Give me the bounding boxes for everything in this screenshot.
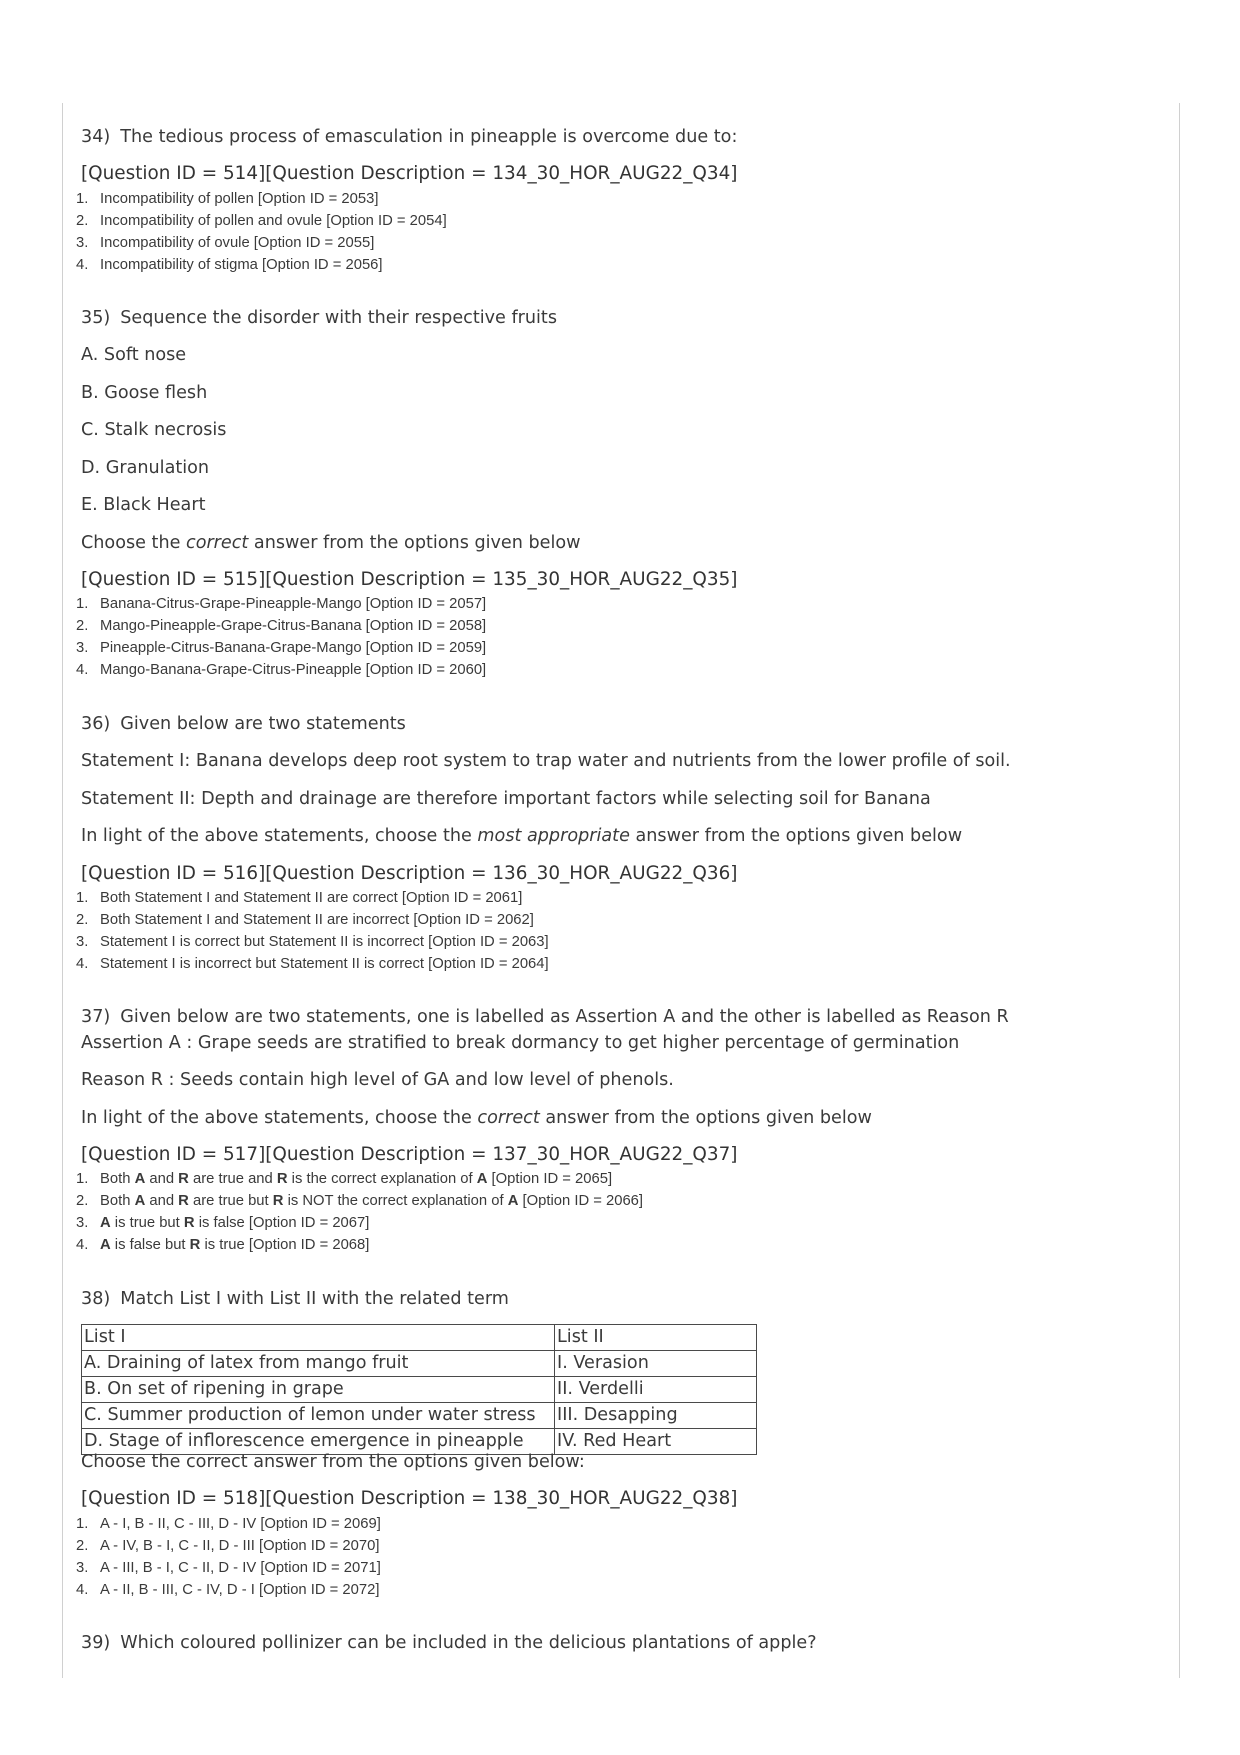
table-cell: IV. Red Heart	[555, 1429, 757, 1455]
question-37-assertion: Assertion A : Grape seeds are stratified to break dormancy to get higher percentage of germination	[81, 1033, 960, 1053]
table-cell: D. Stage of inflorescence emergence in pineapple	[82, 1429, 555, 1455]
question-37-options	[76, 1168, 643, 1256]
question-35-stem: 35) Sequence the disorder with their respective fruits	[81, 308, 557, 328]
option: 1. A - I, B - II, C - III, D - IV [Option ID = 2069]	[76, 1516, 381, 1532]
table-header-row	[82, 1325, 757, 1351]
table-cell: C. Summer production of lemon under water stress	[82, 1403, 555, 1429]
question-37-instruction: In light of the above statements, choose the correct answer from the options given below	[81, 1108, 872, 1128]
question-34-id: [Question ID = 514][Question Description = 134_30_HOR_AUG22_Q34]	[81, 163, 738, 184]
right-page-rule	[1179, 103, 1180, 1678]
question-35-options	[76, 593, 486, 681]
option: 2. Both Statement I and Statement II are incorrect [Option ID = 2062]	[76, 912, 534, 928]
question-34-options	[76, 188, 447, 276]
table-row	[82, 1377, 757, 1403]
table-cell: B. On set of ripening in grape	[82, 1377, 555, 1403]
question-35-item-a: A. Soft nose	[81, 345, 187, 365]
option: 1. Both A and R are true and R is the correct explanation of A [Option ID = 2065]	[76, 1171, 613, 1187]
question-34-stem: 34) The tedious process of emasculation in pineapple is overcome due to:	[81, 127, 738, 147]
option: 4. Statement I is incorrect but Statement II is correct [Option ID = 2064]	[76, 956, 549, 972]
question-35-item-d: D. Granulation	[81, 458, 210, 478]
question-37-stem: 37) Given below are two statements, one is labelled as Assertion A and the other is labelled as Reason R	[81, 1007, 1009, 1027]
option: 4. Mango-Banana-Grape-Citrus-Pineapple [Option ID = 2060]	[76, 662, 487, 678]
option: 2. Incompatibility of pollen and ovule [Option ID = 2054]	[76, 213, 447, 229]
table-header-list-2: List II	[555, 1325, 757, 1351]
option: 1. Banana-Citrus-Grape-Pineapple-Mango [Option ID = 2057]	[76, 596, 487, 612]
question-35-item-c: C. Stalk necrosis	[81, 420, 227, 440]
option: 1. Both Statement I and Statement II are correct [Option ID = 2061]	[76, 890, 523, 906]
question-39-stem: 39) Which coloured pollinizer can be included in the delicious plantations of apple?	[81, 1633, 817, 1653]
table-cell: III. Desapping	[555, 1403, 757, 1429]
question-36-stem: 36) Given below are two statements	[81, 714, 406, 734]
question-36-instruction: In light of the above statements, choose the most appropriate answer from the options given below	[81, 826, 963, 846]
question-35-instruction: Choose the correct answer from the options given below	[81, 533, 581, 553]
table-cell: I. Verasion	[555, 1351, 757, 1377]
left-page-rule	[62, 103, 63, 1678]
question-38-instruction: Choose the correct answer from the options given below:	[81, 1452, 585, 1472]
option: 4. Incompatibility of stigma [Option ID = 2056]	[76, 257, 383, 273]
question-36-id: [Question ID = 516][Question Description = 136_30_HOR_AUG22_Q36]	[81, 863, 738, 884]
table-row	[82, 1351, 757, 1377]
option: 1. Incompatibility of pollen [Option ID = 2053]	[76, 191, 379, 207]
table-cell: II. Verdelli	[555, 1377, 757, 1403]
option: 3. A is true but R is false [Option ID = 2067]	[76, 1215, 370, 1231]
option: 3. Incompatibility of ovule [Option ID = 2055]	[76, 235, 375, 251]
option: 3. A - III, B - I, C - II, D - IV [Option ID = 2071]	[76, 1560, 381, 1576]
option: 4. A - II, B - III, C - IV, D - I [Option ID = 2072]	[76, 1582, 380, 1598]
option: 2. A - IV, B - I, C - II, D - III [Option ID = 2070]	[76, 1538, 380, 1554]
question-36-options	[76, 887, 549, 975]
table-row	[82, 1403, 757, 1429]
question-37-reason: Reason R : Seeds contain high level of GA and low level of phenols.	[81, 1070, 674, 1090]
question-35-item-e: E. Black Heart	[81, 495, 206, 515]
question-36-statement-2: Statement II: Depth and drainage are therefore important factors while selecting soil for Banana	[81, 789, 931, 809]
question-36-statement-1: Statement I: Banana develops deep root system to trap water and nutrients from the lower profile of soil.	[81, 751, 1011, 771]
table-header-list-1: List I	[82, 1325, 555, 1351]
question-38-stem: 38) Match List I with List II with the related term	[81, 1289, 509, 1309]
option: 2. Both A and R are true but R is NOT the correct explanation of A [Option ID = 2066]	[76, 1193, 644, 1209]
option: 3. Statement I is correct but Statement II is incorrect [Option ID = 2063]	[76, 934, 549, 950]
option: 2. Mango-Pineapple-Grape-Citrus-Banana [Option ID = 2058]	[76, 618, 487, 634]
question-38-id: [Question ID = 518][Question Description = 138_30_HOR_AUG22_Q38]	[81, 1488, 738, 1509]
option: 3. Pineapple-Citrus-Banana-Grape-Mango [Option ID = 2059]	[76, 640, 487, 656]
question-38-options	[76, 1513, 381, 1601]
match-table	[81, 1324, 757, 1455]
question-37-id: [Question ID = 517][Question Description = 137_30_HOR_AUG22_Q37]	[81, 1144, 738, 1165]
question-35-item-b: B. Goose flesh	[81, 383, 208, 403]
option: 4. A is false but R is true [Option ID = 2068]	[76, 1237, 370, 1253]
question-35-id: [Question ID = 515][Question Description = 135_30_HOR_AUG22_Q35]	[81, 569, 738, 590]
table-cell: A. Draining of latex from mango fruit	[82, 1351, 555, 1377]
